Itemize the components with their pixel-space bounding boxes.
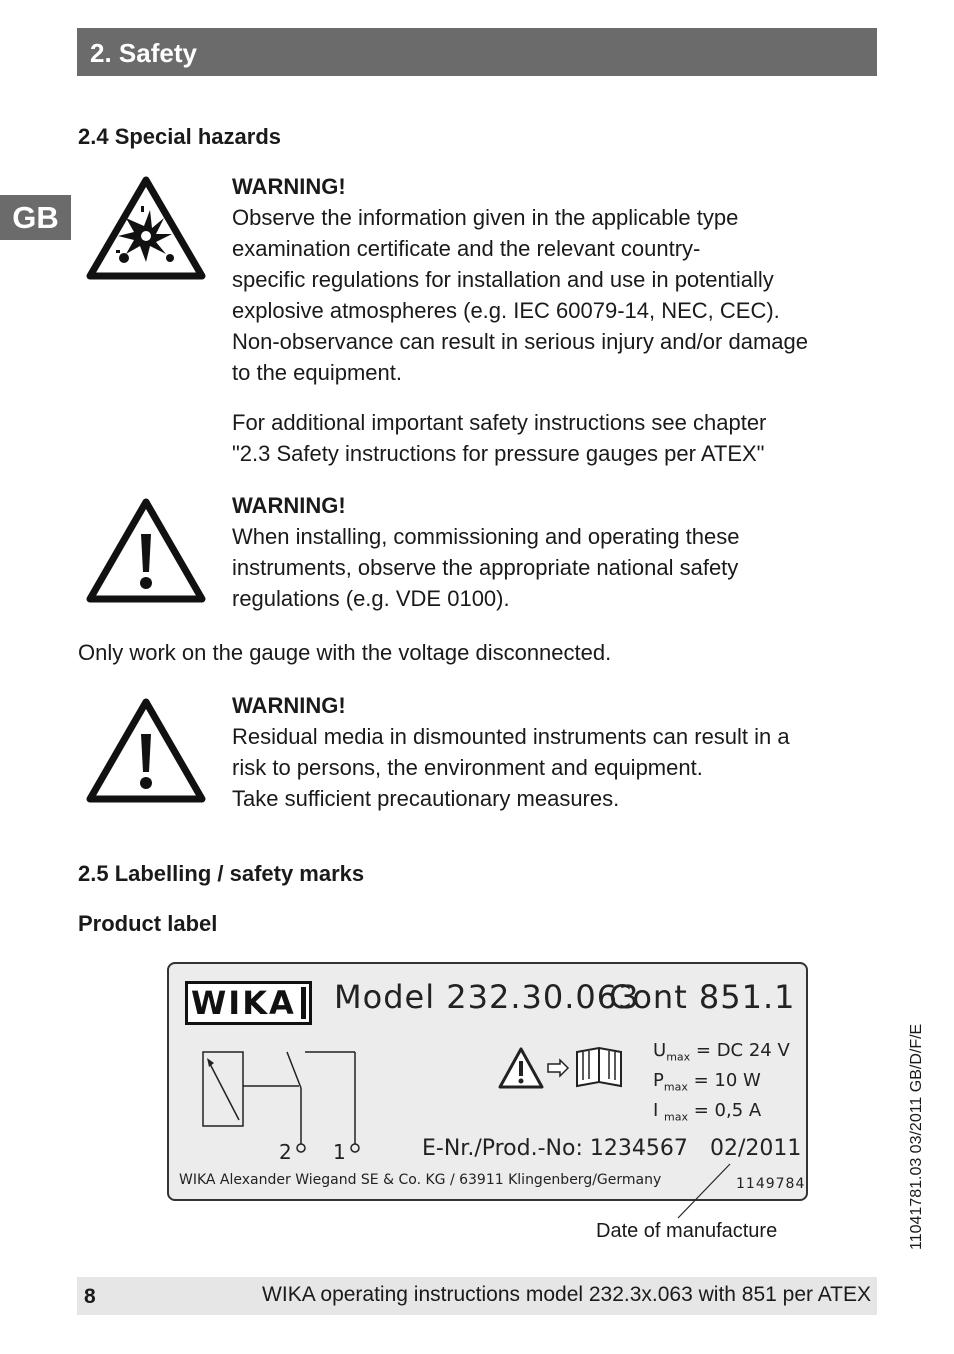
label-warning-icon: [497, 1046, 545, 1090]
voltage-note: Only work on the gauge with the voltage disconnected.: [78, 640, 612, 665]
label-code: 1149784: [736, 1176, 806, 1192]
footer-bar: [77, 1277, 877, 1315]
umax-subscript: max: [666, 1050, 691, 1064]
warning-text-line: to the equipment.: [232, 360, 403, 385]
section-heading-special-hazards: 2.4 Special hazards: [78, 124, 281, 149]
pmax-value: = 10 W: [693, 1070, 761, 1091]
language-tab: GB: [0, 195, 71, 240]
warning-text-line: Non-observance can result in serious injury and/or damage: [232, 329, 808, 354]
warning-block-1: [232, 171, 872, 469]
warning-text-line: examination certificate and the relevant country-: [232, 236, 701, 261]
label-serial-number: E-Nr./Prod.-No: 1234567: [422, 1136, 688, 1161]
terminal-2-label: 2: [279, 1140, 292, 1164]
section-heading-labelling: 2.5 Labelling / safety marks: [78, 861, 365, 886]
warning-text-line: instruments, observe the appropriate national safety: [232, 555, 739, 580]
warning-block-2: [232, 490, 872, 614]
chapter-reference-line: For additional important safety instructions see chapter: [232, 410, 767, 435]
imax-subscript: max: [664, 1110, 689, 1124]
label-cont: Cont 851.1: [609, 978, 796, 1016]
explosion-warning-icon: [86, 176, 206, 280]
warning-title: WARNING!: [232, 493, 346, 518]
warning-block-3: [232, 690, 872, 814]
warning-text-line: risk to persons, the environment and equipment.: [232, 755, 703, 780]
warning-text-line: explosive atmospheres (e.g. IEC 60079-14, NEC, CEC).: [232, 298, 780, 323]
warning-text-line: Residual media in dismounted instruments can result in a: [232, 724, 790, 749]
imax-value: = 0,5 A: [693, 1100, 762, 1121]
exclamation-warning-icon: [86, 698, 206, 804]
label-manufacturer: WIKA Alexander Wiegand SE & Co. KG / 63911 Klingenberg/Germany: [179, 1172, 662, 1188]
arrow-right-icon: [546, 1058, 570, 1078]
warning-title: WARNING!: [232, 174, 346, 199]
chapter-reference-line: "2.3 Safety instructions for pressure gauges per ATEX": [232, 441, 765, 466]
rating-umax: [653, 1040, 790, 1064]
pmax-subscript: max: [663, 1080, 688, 1094]
warning-text-line: Observe the information given in the applicable type: [232, 205, 739, 230]
warning-title: WARNING!: [232, 693, 346, 718]
terminal-1-label: 1: [333, 1140, 346, 1164]
rating-pmax: [653, 1070, 761, 1094]
section-header-bar: [77, 28, 877, 76]
label-model: Model 232.30.063: [334, 978, 640, 1016]
document-code: 11041781.03 03/2011 GB/D/F/E: [908, 1023, 925, 1250]
warning-text-line: specific regulations for installation and use in potentially: [232, 267, 774, 292]
rating-imax: [653, 1100, 761, 1124]
label-date: 02/2011: [710, 1136, 802, 1161]
page-number: 8: [84, 1285, 96, 1308]
footer-title: WIKA operating instructions model 232.3x.063 with 851 per ATEX: [262, 1283, 871, 1306]
date-of-manufacture-caption: Date of manufacture: [596, 1220, 778, 1242]
warning-text-line: Take sufficient precautionary measures.: [232, 786, 620, 811]
imax-symbol: I: [653, 1100, 659, 1121]
warning-text-line: regulations (e.g. VDE 0100).: [232, 586, 510, 611]
date-pointer-line: [670, 1160, 740, 1222]
product-label-heading: Product label: [78, 911, 218, 936]
wika-logo: [185, 981, 312, 1025]
umax-value: = DC 24 V: [695, 1040, 790, 1061]
exclamation-warning-icon: [86, 498, 206, 604]
page-title: 2. Safety: [90, 38, 197, 68]
warning-text-line: When installing, commissioning and operating these: [232, 524, 740, 549]
umax-symbol: U: [653, 1040, 667, 1061]
manual-book-icon: [573, 1044, 625, 1090]
pmax-symbol: P: [653, 1070, 664, 1091]
wika-logo-text: WIKA: [191, 984, 296, 1022]
